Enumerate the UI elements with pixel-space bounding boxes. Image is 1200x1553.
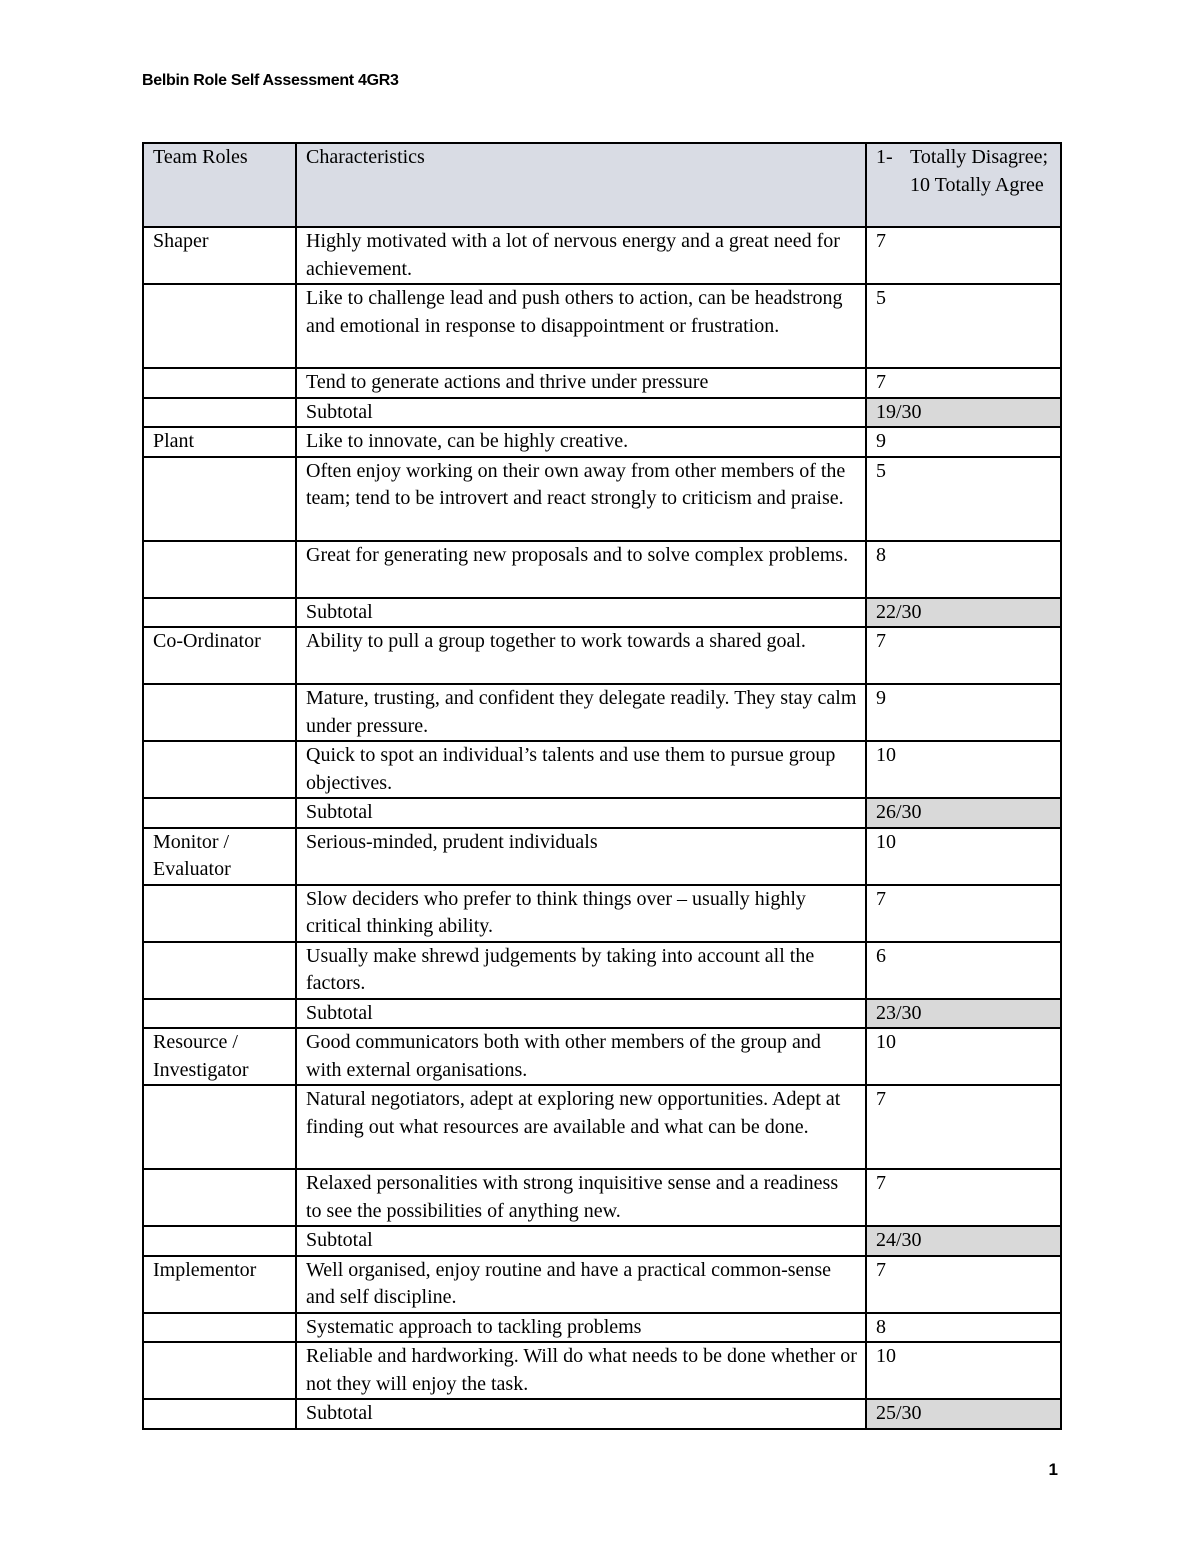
- table-row: [143, 885, 1061, 942]
- score-value: 7: [866, 368, 1061, 398]
- table-row: [143, 284, 1061, 368]
- table-row: [143, 541, 1061, 598]
- subtotal-value: 19/30: [866, 398, 1061, 428]
- role-name-empty: [143, 284, 296, 368]
- subtotal-row: [143, 1226, 1061, 1256]
- score-value: 9: [866, 684, 1061, 741]
- scale-number: 1-: [876, 146, 893, 168]
- role-name-empty: [143, 398, 296, 428]
- subtotal-label: Subtotal: [296, 999, 866, 1029]
- subtotal-row: [143, 999, 1061, 1029]
- characteristic-text: Like to innovate, can be highly creative.: [296, 427, 866, 457]
- role-name-empty: [143, 1226, 296, 1256]
- characteristic-text: Serious-minded, prudent individuals: [296, 828, 866, 885]
- role-name-empty: [143, 999, 296, 1029]
- score-value: 5: [866, 457, 1061, 541]
- score-value: 7: [866, 627, 1061, 684]
- score-value: 7: [866, 1256, 1061, 1313]
- role-name-empty: [143, 1169, 296, 1226]
- score-value: 10: [866, 828, 1061, 885]
- table-row: [143, 427, 1061, 457]
- table-row: [143, 684, 1061, 741]
- table-row: [143, 457, 1061, 541]
- role-name-empty: [143, 541, 296, 598]
- characteristic-text: Slow deciders who prefer to think things over – usually highly critical thinking ability.: [296, 885, 866, 942]
- role-name-empty: [143, 1399, 296, 1429]
- characteristics-header: Characteristics: [296, 143, 866, 227]
- subtotal-label: Subtotal: [296, 1226, 866, 1256]
- subtotal-label: Subtotal: [296, 598, 866, 628]
- score-value: 7: [866, 227, 1061, 284]
- belbin-table: [142, 142, 1062, 1430]
- score-value: 10: [866, 1028, 1061, 1085]
- table-row: [143, 1169, 1061, 1226]
- subtotal-value: 26/30: [866, 798, 1061, 828]
- characteristic-text: Good communicators both with other members of the group and with external organisations.: [296, 1028, 866, 1085]
- score-value: 7: [866, 1085, 1061, 1169]
- characteristic-text: Relaxed personalities with strong inquisitive sense and a readiness to see the possibilities of anything new.: [296, 1169, 866, 1226]
- role-name-empty: [143, 1085, 296, 1169]
- subtotal-row: [143, 598, 1061, 628]
- subtotal-row: [143, 1399, 1061, 1429]
- role-name: Co-Ordinator: [143, 627, 296, 684]
- role-name-empty: [143, 684, 296, 741]
- table-row: [143, 368, 1061, 398]
- table-row: [143, 741, 1061, 798]
- role-name-empty: [143, 885, 296, 942]
- scale-header: [866, 143, 1061, 227]
- score-value: 6: [866, 942, 1061, 999]
- table-row: [143, 828, 1061, 885]
- subtotal-value: 24/30: [866, 1226, 1061, 1256]
- characteristic-text: Like to challenge lead and push others to action, can be headstrong and emotional in response to disappointment or frustration.: [296, 284, 866, 368]
- score-value: 9: [866, 427, 1061, 457]
- subtotal-row: [143, 398, 1061, 428]
- role-name-empty: [143, 457, 296, 541]
- characteristic-text: Natural negotiators, adept at exploring new opportunities. Adept at finding out what resources are available and what can be done.: [296, 1085, 866, 1169]
- subtotal-value: 25/30: [866, 1399, 1061, 1429]
- score-value: 8: [866, 541, 1061, 598]
- table-row: [143, 627, 1061, 684]
- score-value: 5: [866, 284, 1061, 368]
- characteristic-text: Well organised, enjoy routine and have a practical common-sense and self discipline.: [296, 1256, 866, 1313]
- subtotal-label: Subtotal: [296, 398, 866, 428]
- characteristic-text: Quick to spot an individual’s talents and use them to pursue group objectives.: [296, 741, 866, 798]
- table-row: [143, 942, 1061, 999]
- subtotal-value: 22/30: [866, 598, 1061, 628]
- subtotal-row: [143, 798, 1061, 828]
- score-value: 8: [866, 1313, 1061, 1343]
- characteristic-text: Reliable and hardworking. Will do what needs to be done whether or not they will enjoy the task.: [296, 1342, 866, 1399]
- characteristic-text: Tend to generate actions and thrive under pressure: [296, 368, 866, 398]
- subtotal-label: Subtotal: [296, 798, 866, 828]
- score-value: 10: [866, 1342, 1061, 1399]
- role-name-empty: [143, 741, 296, 798]
- role-name-empty: [143, 942, 296, 999]
- role-name-empty: [143, 798, 296, 828]
- characteristic-text: Ability to pull a group together to work towards a shared goal.: [296, 627, 866, 684]
- characteristic-text: Highly motivated with a lot of nervous energy and a great need for achievement.: [296, 227, 866, 284]
- characteristic-text: Great for generating new proposals and to solve complex problems.: [296, 541, 866, 598]
- score-value: 7: [866, 885, 1061, 942]
- role-name: Implementor: [143, 1256, 296, 1313]
- subtotal-value: 23/30: [866, 999, 1061, 1029]
- scale-text: Totally Disagree; 10 Totally Agree: [910, 146, 1048, 196]
- table-header-row: [143, 143, 1061, 227]
- table-row: [143, 1085, 1061, 1169]
- table-row: [143, 1342, 1061, 1399]
- role-name-empty: [143, 1313, 296, 1343]
- role-name-empty: [143, 1342, 296, 1399]
- table-row: [143, 1028, 1061, 1085]
- team-roles-header: Team Roles: [143, 143, 296, 227]
- role-name: Resource / Investigator: [143, 1028, 296, 1085]
- score-value: 10: [866, 741, 1061, 798]
- document-header: Belbin Role Self Assessment 4GR3: [142, 72, 399, 89]
- score-value: 7: [866, 1169, 1061, 1226]
- role-name-empty: [143, 368, 296, 398]
- subtotal-label: Subtotal: [296, 1399, 866, 1429]
- table-row: [143, 1256, 1061, 1313]
- characteristic-text: Usually make shrewd judgements by taking into account all the factors.: [296, 942, 866, 999]
- characteristic-text: Often enjoy working on their own away from other members of the team; tend to be introvert and react strongly to criticism and praise.: [296, 457, 866, 541]
- characteristic-text: Mature, trusting, and confident they delegate readily. They stay calm under pressure.: [296, 684, 866, 741]
- characteristic-text: Systematic approach to tackling problems: [296, 1313, 866, 1343]
- role-name: Monitor / Evaluator: [143, 828, 296, 885]
- role-name: Shaper: [143, 227, 296, 284]
- role-name-empty: [143, 598, 296, 628]
- table-row: [143, 1313, 1061, 1343]
- role-name: Plant: [143, 427, 296, 457]
- table-row: [143, 227, 1061, 284]
- page-number: 1: [1048, 1460, 1058, 1479]
